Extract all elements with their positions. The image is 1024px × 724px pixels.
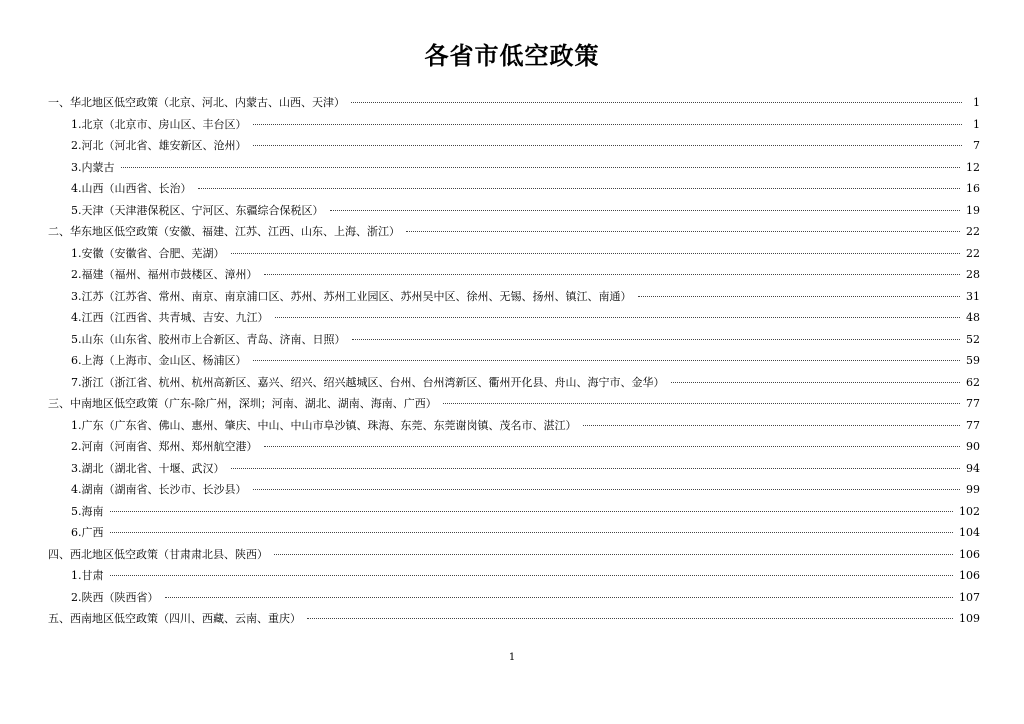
toc-page-number: 16 <box>966 182 980 195</box>
toc-dot-leader <box>121 167 961 168</box>
toc-subsection-entry[interactable] <box>48 243 980 265</box>
toc-page-number: 107 <box>959 590 980 604</box>
toc-dot-leader <box>231 253 961 254</box>
toc-entry-text: 3.内蒙古 <box>71 160 115 174</box>
toc-dot-leader <box>638 296 961 297</box>
toc-page-number: 102 <box>959 504 980 518</box>
toc-dot-leader <box>253 360 961 361</box>
toc-page-number: 1 <box>973 96 980 109</box>
toc-entry-text: 二、华东地区低空政策（安徽、福建、江苏、江西、山东、上海、浙江） <box>48 225 400 238</box>
toc-page-number: 77 <box>966 397 980 410</box>
toc-dot-leader <box>274 554 953 555</box>
toc-dot-leader <box>110 575 954 576</box>
toc-dot-leader <box>165 597 954 598</box>
toc-page-number: 104 <box>959 526 980 539</box>
toc-dot-leader <box>275 317 961 318</box>
toc-subsection-entry[interactable] <box>48 501 980 523</box>
toc-subsection-entry[interactable] <box>48 479 980 501</box>
toc-entry-text: 2.福建（福州、福州市鼓楼区、漳州） <box>71 268 258 281</box>
toc-page-number: 52 <box>966 332 980 346</box>
toc-entry-text: 四、西北地区低空政策（甘肃肃北县、陕西） <box>48 547 268 561</box>
toc-page-number: 99 <box>966 483 980 496</box>
toc-dot-leader <box>198 188 961 189</box>
toc-entry-text: 4.山西（山西省、长治） <box>71 182 192 195</box>
toc-section-entry[interactable] <box>48 221 980 243</box>
toc-subsection-entry[interactable] <box>48 178 980 200</box>
toc-entry-text: 5.海南 <box>71 504 104 518</box>
toc-entry-text: 6.上海（上海市、金山区、杨浦区） <box>71 354 247 367</box>
toc-dot-leader <box>352 339 961 340</box>
toc-page-number: 19 <box>966 203 980 217</box>
toc-section-entry[interactable] <box>48 393 980 415</box>
toc-dot-leader <box>253 124 963 125</box>
document-title: 各省市低空政策 <box>424 41 600 70</box>
toc-entry-text: 4.湖南（湖南省、长沙市、长沙县） <box>71 483 247 496</box>
toc-subsection-entry[interactable] <box>48 157 980 179</box>
toc-entry-text: 1.安徽（安徽省、合肥、芜湖） <box>71 246 225 260</box>
toc-entry-text: 5.山东（山东省、胶州市上合新区、青岛、济南、日照） <box>71 332 346 346</box>
toc-subsection-entry[interactable] <box>48 264 980 286</box>
toc-subsection-entry[interactable] <box>48 200 980 222</box>
toc-entry-text: 3.江苏（江苏省、常州、南京、南京浦口区、苏州、苏州工业园区、苏州吴中区、徐州、无锡、扬州、镇江、南通） <box>71 289 632 303</box>
toc-page-number: 48 <box>966 311 980 324</box>
toc-page-number: 62 <box>966 375 980 389</box>
toc-dot-leader <box>443 403 960 404</box>
toc-subsection-entry[interactable] <box>48 372 980 394</box>
toc-subsection-entry[interactable] <box>48 114 980 136</box>
toc-page-number: 59 <box>966 354 980 367</box>
toc-entry-text: 1.甘肃 <box>71 569 104 582</box>
toc-subsection-entry[interactable] <box>48 522 980 544</box>
toc-subsection-entry[interactable] <box>48 436 980 458</box>
page-number: 1 <box>508 652 516 663</box>
toc-page-number: 94 <box>966 461 980 475</box>
toc-page-number: 12 <box>966 160 980 174</box>
toc-dot-leader <box>253 145 963 146</box>
toc-dot-leader <box>264 446 961 447</box>
toc-page-number: 106 <box>959 547 980 561</box>
toc-page-number: 22 <box>966 225 980 238</box>
toc-subsection-entry[interactable] <box>48 415 980 437</box>
toc-dot-leader <box>253 489 961 490</box>
toc-entry-text: 三、中南地区低空政策（广东-除广州，深圳；河南、湖北、湖南、海南、广西） <box>48 397 437 410</box>
toc-dot-leader <box>307 618 953 619</box>
toc-entry-text: 2.河北（河北省、雄安新区、沧州） <box>71 139 247 152</box>
toc-entry-text: 1.北京（北京市、房山区、丰台区） <box>71 117 247 131</box>
toc-section-entry[interactable] <box>48 544 980 566</box>
toc-entry-text: 2.河南（河南省、郑州、郑州航空港） <box>71 440 258 453</box>
toc-entry-text: 2.陕西（陕西省） <box>71 590 159 604</box>
toc-page-number: 77 <box>966 418 980 432</box>
toc-page-number: 7 <box>973 139 980 152</box>
toc-entry-text: 6.广西 <box>71 526 104 539</box>
toc-subsection-entry[interactable] <box>48 350 980 372</box>
toc-dot-leader <box>110 511 954 512</box>
table-of-contents <box>48 92 980 630</box>
toc-entry-text: 7.浙江（浙江省、杭州、杭州高新区、嘉兴、绍兴、绍兴越城区、台州、台州湾新区、衢州开化县、舟山、海宁市、金华） <box>71 375 665 389</box>
toc-entry-text: 5.天津（天津港保税区、宁河区、东疆综合保税区） <box>71 203 324 217</box>
toc-subsection-entry[interactable] <box>48 587 980 609</box>
toc-section-entry[interactable] <box>48 608 980 630</box>
toc-subsection-entry[interactable] <box>48 565 980 587</box>
toc-dot-leader <box>351 102 962 103</box>
toc-page-number: 22 <box>966 246 980 260</box>
toc-dot-leader <box>330 210 961 211</box>
toc-page-number: 106 <box>959 569 980 582</box>
toc-page-number: 1 <box>973 117 980 131</box>
toc-dot-leader <box>583 425 961 426</box>
toc-dot-leader <box>110 532 954 533</box>
toc-entry-text: 4.江西（江西省、共青城、吉安、九江） <box>71 311 269 324</box>
toc-entry-text: 1.广东（广东省、佛山、惠州、肇庆、中山、中山市阜沙镇、珠海、东莞、东莞谢岗镇、茂名市、湛江） <box>71 418 577 432</box>
toc-dot-leader <box>264 274 961 275</box>
toc-dot-leader <box>231 468 961 469</box>
toc-section-entry[interactable] <box>48 92 980 114</box>
toc-page-number: 90 <box>966 440 980 453</box>
toc-subsection-entry[interactable] <box>48 458 980 480</box>
toc-subsection-entry[interactable] <box>48 307 980 329</box>
toc-entry-text: 五、西南地区低空政策（四川、西藏、云南、重庆） <box>48 612 301 625</box>
toc-page-number: 109 <box>959 612 980 625</box>
toc-entry-text: 一、华北地区低空政策（北京、河北、内蒙古、山西、天津） <box>48 96 345 109</box>
toc-entry-text: 3.湖北（湖北省、十堰、武汉） <box>71 461 225 475</box>
toc-page-number: 28 <box>966 268 980 281</box>
toc-subsection-entry[interactable] <box>48 286 980 308</box>
toc-dot-leader <box>671 382 961 383</box>
toc-subsection-entry[interactable] <box>48 329 980 351</box>
toc-subsection-entry[interactable] <box>48 135 980 157</box>
toc-page-number: 31 <box>966 289 980 303</box>
toc-dot-leader <box>406 231 960 232</box>
